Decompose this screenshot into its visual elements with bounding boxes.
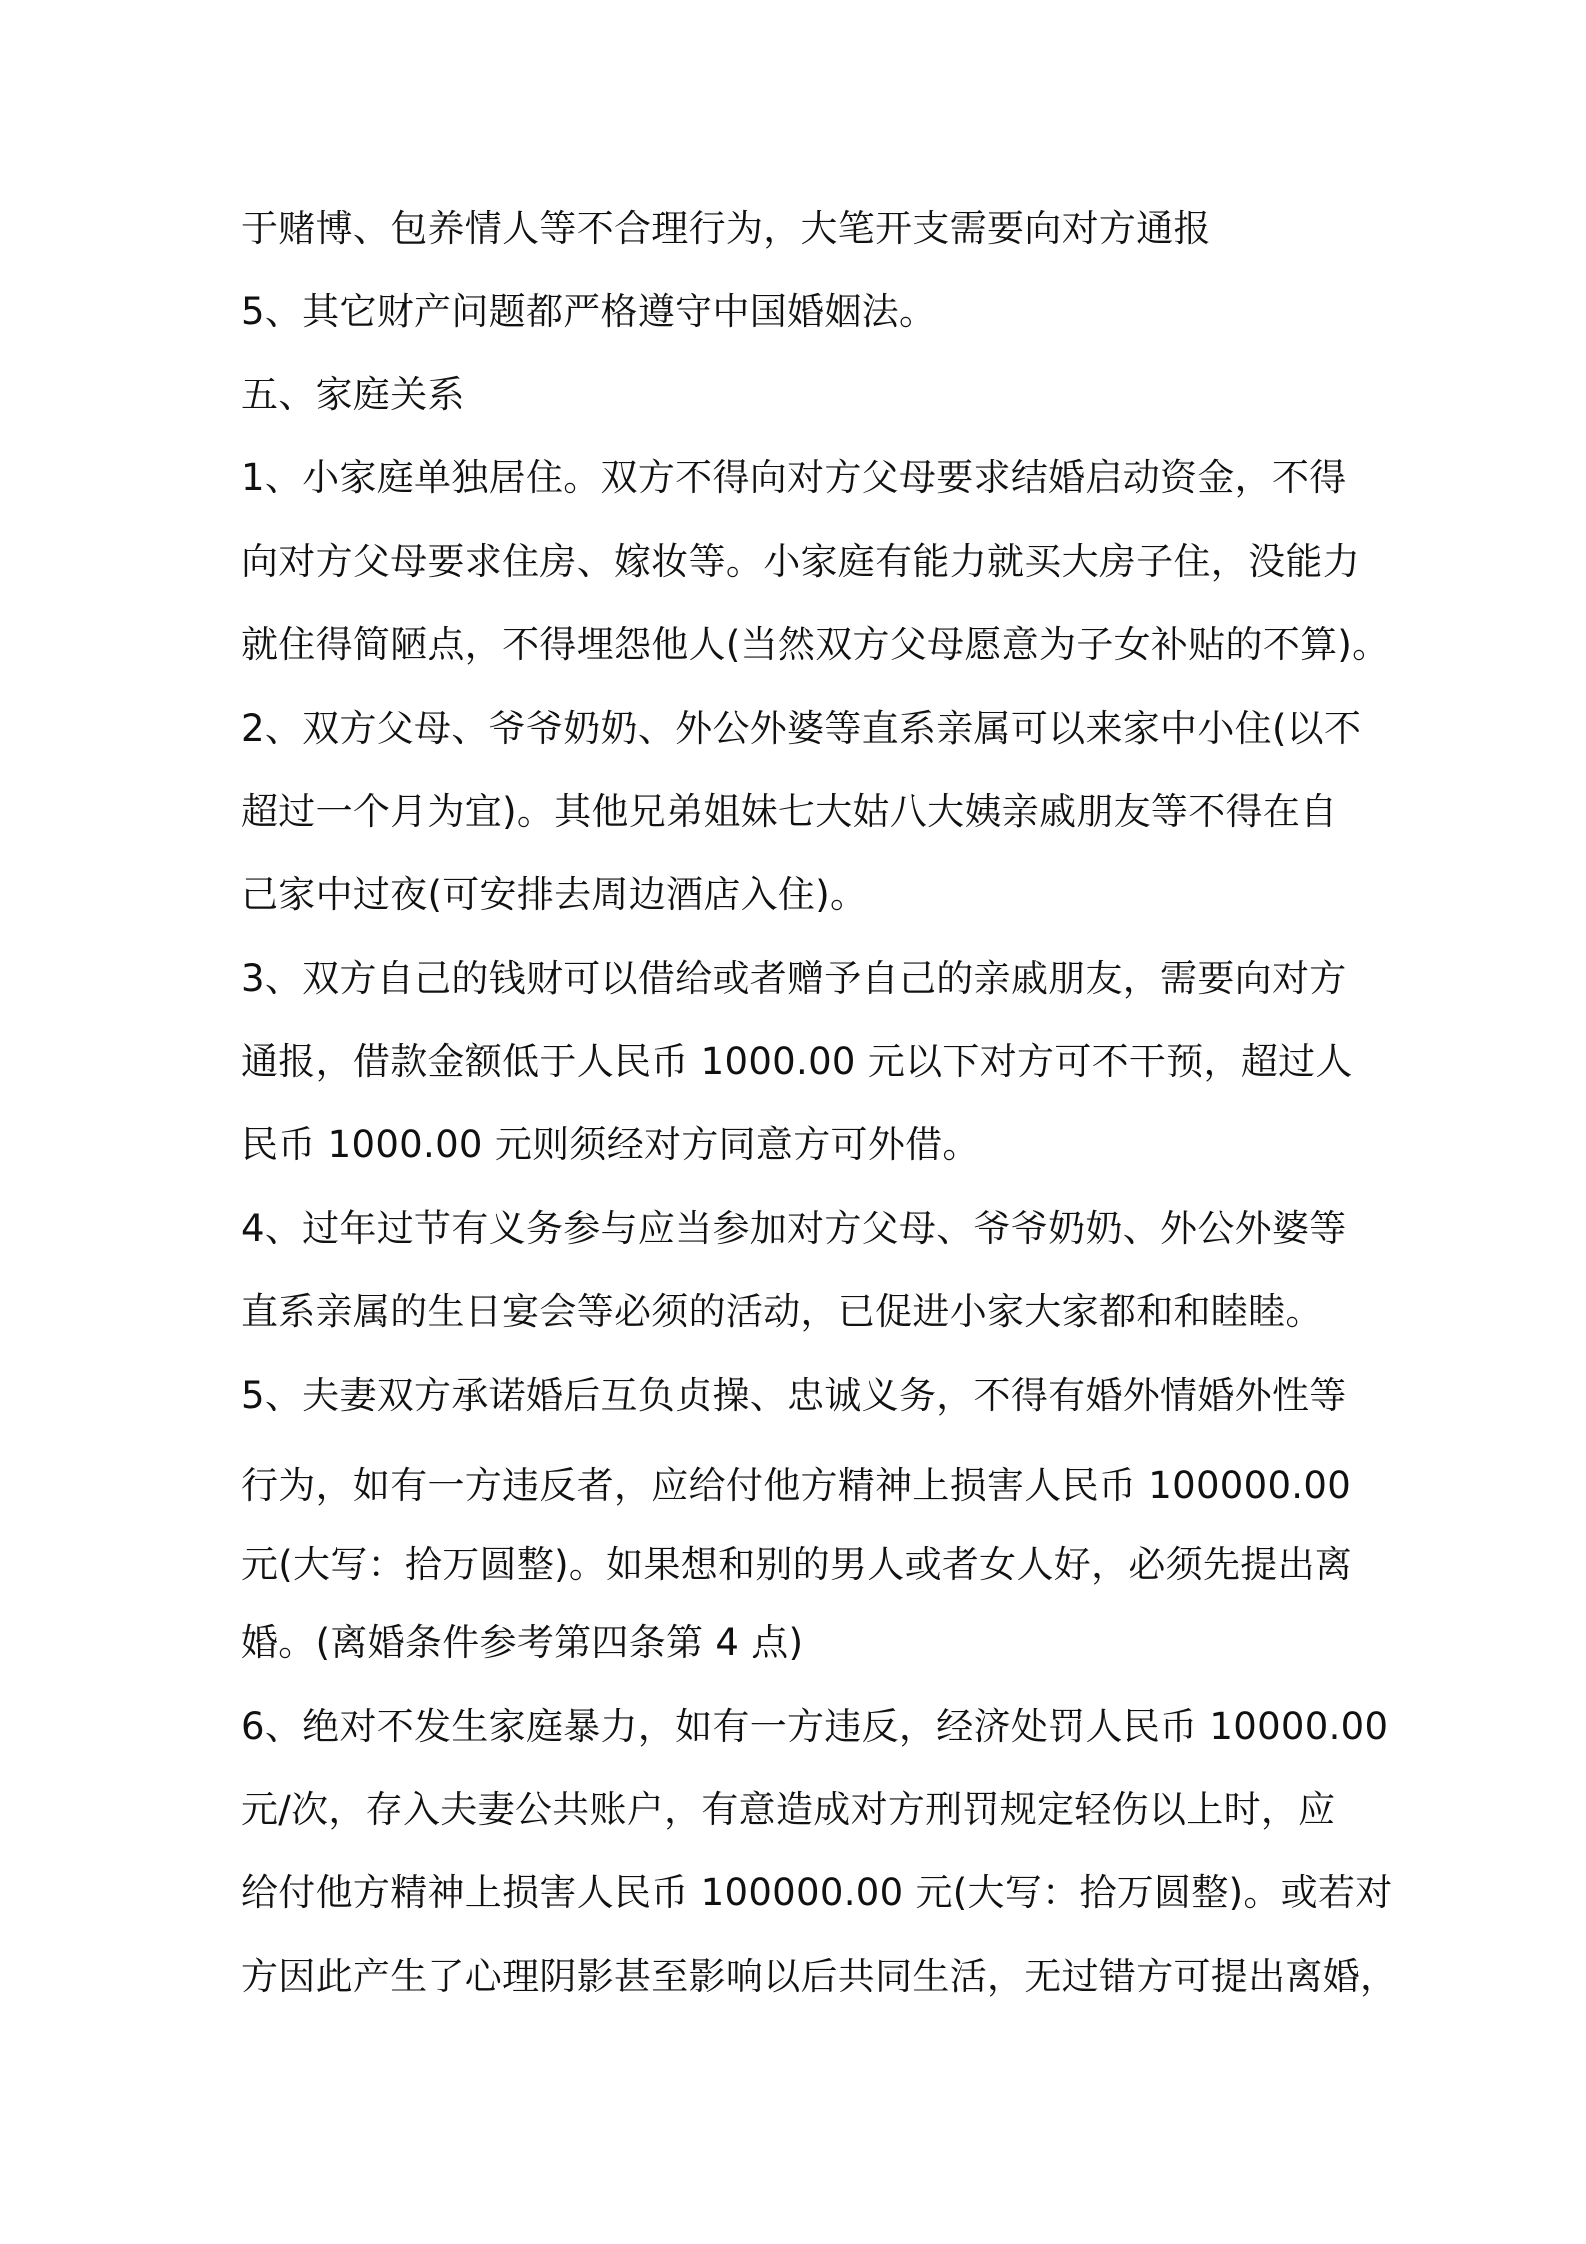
- text-line: 给付他方精神上损害人民币 100000.00 元(大写：拾万圆整)。或若对: [241, 1871, 1393, 1914]
- text-line: 己家中过夜(可安排去周边酒店入住)。: [241, 873, 868, 916]
- text-line: 婚。(离婚条件参考第四条第 4 点): [241, 1621, 804, 1664]
- text-line: 于赌博、包养情人等不合理行为，大笔开支需要向对方通报: [241, 207, 1211, 250]
- text-line: 通报，借款金额低于人民币 1000.00 元以下对方可不干预，超过人: [241, 1040, 1353, 1083]
- text-line: 5、其它财产问题都严格遵守中国婚姻法。: [241, 290, 937, 333]
- text-line: 超过一个月为宜)。其他兄弟姐妹七大姑八大姨亲戚朋友等不得在自: [241, 790, 1338, 833]
- text-line: 行为，如有一方违反者，应给付他方精神上损害人民币 100000.00: [241, 1464, 1352, 1507]
- text-line: 3、双方自己的钱财可以借给或者赠予自己的亲戚朋友，需要向对方: [241, 957, 1347, 1000]
- section-heading: 五、家庭关系: [241, 373, 465, 416]
- text-line: 2、双方父母、爷爷奶奶、外公外婆等直系亲属可以来家中小住(以不: [241, 707, 1362, 750]
- text-line: 民币 1000.00 元则须经对方同意方可外借。: [241, 1123, 980, 1166]
- text-line: 向对方父母要求住房、嫁妆等。小家庭有能力就买大房子住，没能力: [241, 540, 1360, 583]
- text-line: 4、过年过节有义务参与应当参加对方父母、爷爷奶奶、外公外婆等: [241, 1207, 1347, 1250]
- text-line: 6、绝对不发生家庭暴力，如有一方违反，经济处罚人民币 10000.00: [241, 1705, 1389, 1748]
- text-line: 元(大写：拾万圆整)。如果想和别的男人或者女人好，必须先提出离: [241, 1543, 1353, 1586]
- text-line: 直系亲属的生日宴会等必须的活动，已促进小家大家都和和睦睦。: [241, 1290, 1323, 1333]
- text-line: 5、夫妻双方承诺婚后互负贞操、忠诚义务，不得有婚外情婚外性等: [241, 1374, 1347, 1417]
- text-line: 方因此产生了心理阴影甚至影响以后共同生活，无过错方可提出离婚，: [241, 1955, 1398, 1998]
- text-line: 元/次，存入夫妻公共账户，有意造成对方刑罚规定轻伤以上时，应: [241, 1788, 1336, 1831]
- text-line: 就住得简陋点，不得埋怨他人(当然双方父母愿意为子女补贴的不算)。: [241, 623, 1390, 666]
- text-line: 1、小家庭单独居住。双方不得向对方父母要求结婚启动资金，不得: [241, 456, 1347, 499]
